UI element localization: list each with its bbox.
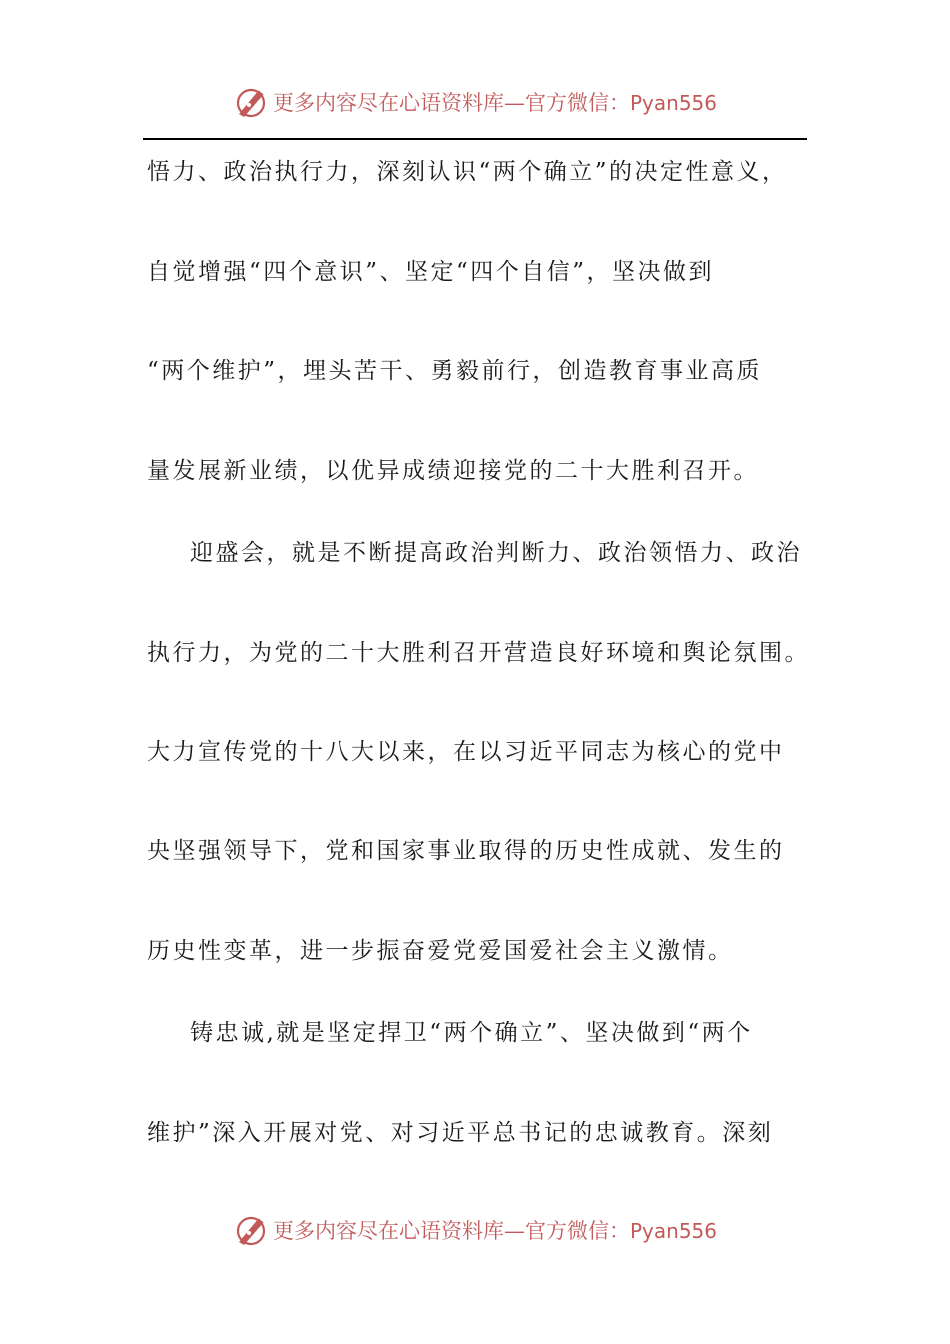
- header-wechat-handle: Pyan556: [629, 91, 717, 115]
- body-line: 维护”深入开展对党、对习近平总书记的忠诚教育。深刻: [147, 1120, 774, 1146]
- header-banner-label: 更多内容尽在心语资料库—官方微信：: [272, 91, 630, 115]
- body-line: “两个维护”，埋头苦干、勇毅前行，创造教育事业高质: [147, 358, 763, 384]
- body-line: 量发展新业绩，以优异成绩迎接党的二十大胜利召开。: [147, 458, 759, 484]
- footer-banner: [0, 1210, 950, 1250]
- footer-wechat-handle: Pyan556: [629, 1219, 717, 1243]
- body-line: 自觉增强“四个意识”、坚定“四个自信”，坚决做到: [147, 259, 715, 285]
- body-line: 历史性变革，进一步振奋爱党爱国爱社会主义激情。: [147, 938, 734, 964]
- body-line: 迎盛会，就是不断提高政治判断力、政治领悟力、政治: [190, 540, 802, 566]
- body-line: 执行力，为党的二十大胜利召开营造良好环境和舆论氛围。: [147, 640, 810, 666]
- footer-banner-label: 更多内容尽在心语资料库—官方微信：: [272, 1219, 630, 1243]
- body-line: 铸忠诚,就是坚定捍卫“两个确立”、坚决做到“两个: [190, 1020, 753, 1046]
- body-line: 悟力、政治执行力，深刻认识“两个确立”的决定性意义，: [147, 159, 788, 185]
- body-line: 央坚强领导下，党和国家事业取得的历史性成就、发生的: [147, 838, 785, 864]
- footer-banner-text: [273, 1215, 717, 1245]
- body-line: 大力宣传党的十八大以来，在以习近平同志为核心的党中: [147, 739, 785, 765]
- pen-nib-logo-icon: [233, 1212, 269, 1248]
